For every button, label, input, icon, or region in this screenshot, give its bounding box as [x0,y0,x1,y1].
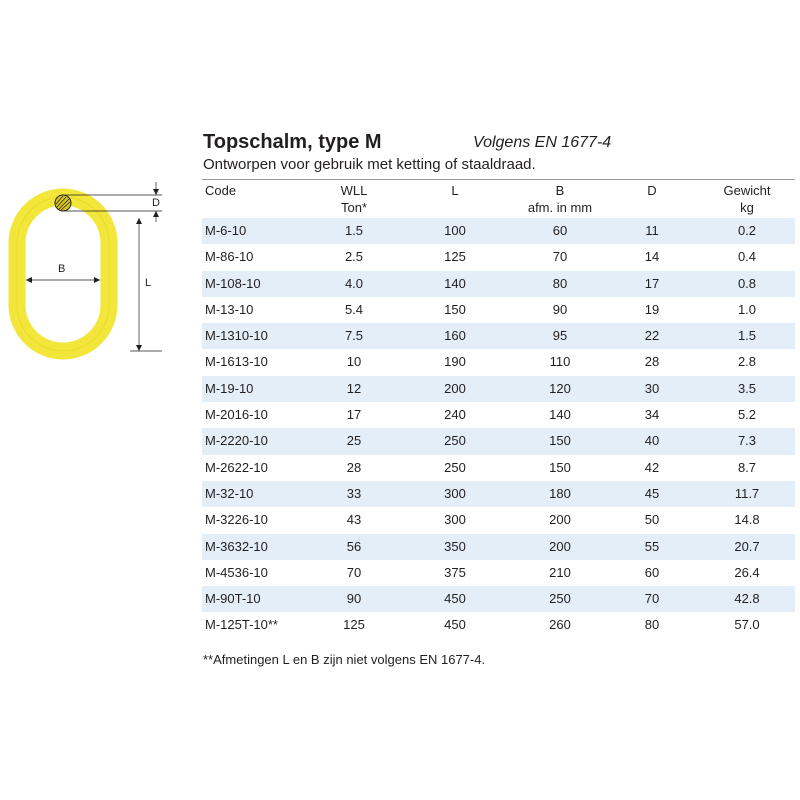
label-d: D [152,197,160,209]
cell-weight: 3.5 [737,380,757,396]
cell-b: 95 [552,328,568,344]
cell-wll: 70 [346,564,362,580]
cell-code: M-3226-10 [205,512,268,528]
cell-weight: 11.7 [734,485,760,501]
cell-b: 140 [549,407,571,423]
cell-weight: 7.3 [737,433,757,449]
cell-d: 17 [644,275,660,291]
cell-l: 100 [444,223,466,238]
cell-weight: 57.0 [734,617,760,633]
cell-wll: 28 [346,459,362,475]
cell-code: M-86-10 [205,249,254,265]
cell-l: 300 [444,485,466,501]
cell-l: 150 [444,301,466,317]
cell-d: 70 [644,591,660,607]
cell-wll: 43 [346,512,362,528]
cell-wll: 90 [346,591,362,607]
cell-b: 260 [549,617,571,633]
cell-b: 90 [552,301,568,317]
table-row [202,534,795,560]
cell-d: 42 [644,459,660,475]
cell-l: 190 [444,354,466,370]
cell-code: M-2016-10 [205,407,268,423]
cell-b: 200 [549,512,571,528]
title-row [203,128,763,156]
header-l: L [451,183,459,198]
cell-weight: 0.8 [737,275,757,291]
cell-wll: 2.5 [344,249,364,265]
cell-code: M-90T-10 [205,591,261,607]
cell-d: 55 [644,538,660,554]
cell-wll: 1.5 [344,223,364,238]
cell-l: 160 [444,328,466,344]
cell-code: M-1310-10 [205,328,268,344]
cell-d: 28 [644,354,660,370]
spec-table [202,179,795,639]
cell-l: 450 [444,617,466,633]
table-row [202,481,795,507]
table-row [202,244,795,270]
table-row [202,612,795,638]
cell-d: 19 [644,301,660,317]
cell-wll: 33 [346,485,362,501]
cell-l: 125 [444,249,466,265]
cell-l: 240 [444,407,466,423]
cell-code: M-32-10 [205,485,254,501]
cell-l: 250 [444,459,466,475]
table-row [202,349,795,375]
cell-weight: 14.8 [734,512,760,528]
header-code: Code [205,183,237,198]
table-row [202,402,795,428]
table-row [202,218,795,244]
cell-weight: 2.8 [737,354,757,370]
cell-b: 80 [552,275,568,291]
cell-wll: 7.5 [344,328,364,344]
subtitle: Ontworpen voor gebruik met ketting of staaldraad. [203,156,536,173]
cell-code: M-2622-10 [205,459,268,475]
cell-weight: 26.4 [734,564,760,580]
cell-code: M-108-10 [205,275,261,291]
cell-d: 60 [644,564,660,580]
cell-d: 80 [644,617,660,633]
cell-d: 30 [644,380,660,396]
label-b: B [58,263,66,275]
cell-code: M-2220-10 [205,433,268,449]
cell-weight: 20.7 [734,538,760,554]
cell-l: 350 [444,538,466,554]
cell-d: 11 [645,223,659,238]
table-row [202,507,795,533]
cell-l: 450 [444,591,466,607]
cell-l: 375 [444,564,466,580]
standard-note: Volgens EN 1677-4 [473,134,612,151]
table-row [202,297,795,323]
cell-weight: 1.5 [737,328,757,344]
cell-d: 50 [644,512,660,528]
cell-weight: 0.4 [737,249,757,265]
cell-wll: 125 [343,617,365,633]
cell-d: 40 [644,433,660,449]
header-b: B afm. in mm [527,183,593,215]
header-weight: Gewicht kg [723,183,771,215]
cell-b: 180 [549,485,571,501]
cell-weight: 1.0 [737,301,757,317]
cell-b: 120 [549,380,571,396]
cell-d: 34 [644,407,660,423]
cell-code: M-6-10 [205,223,247,238]
footnote: **Afmetingen L en B zijn niet volgens EN 1677-4. [203,652,486,667]
cell-wll: 12 [346,380,362,396]
header-wll: WLL Ton* [340,183,368,215]
cell-weight: 5.2 [737,407,757,423]
cell-code: M-4536-10 [205,564,268,580]
cell-d: 22 [644,328,660,344]
cell-wll: 56 [346,538,362,554]
table-row [202,586,795,612]
cell-b: 110 [549,354,571,370]
cell-code: M-3632-10 [205,538,268,554]
cell-code: M-1613-10 [205,354,268,370]
cell-code: M-19-10 [205,380,254,396]
table-row [202,428,795,454]
cell-b: 60 [552,223,568,238]
cross-section-icon [55,195,71,211]
header-d: D [647,183,657,198]
cell-l: 200 [444,380,466,396]
cell-weight: 42.8 [734,591,760,607]
label-l: L [145,277,152,289]
table-header [202,179,795,218]
cell-b: 200 [549,538,571,554]
cell-d: 45 [644,485,660,501]
table-row [202,271,795,297]
cell-d: 14 [644,249,660,265]
cell-wll: 4.0 [344,275,364,291]
cell-l: 250 [444,433,466,449]
cell-b: 150 [549,459,571,475]
cell-code: M-13-10 [205,301,254,317]
master-link-drawing [0,180,180,370]
table-row [202,455,795,481]
cell-wll: 17 [346,407,362,423]
cell-weight: 8.7 [737,459,757,475]
page-title: Topschalm, type M [203,131,382,153]
cell-b: 250 [549,591,571,607]
cell-b: 210 [549,564,571,580]
master-link-diagram [0,180,180,370]
cell-weight: 0.2 [737,223,757,238]
table-row [202,560,795,586]
cell-code: M-125T-10** [205,617,278,633]
table-row [202,376,795,402]
cell-b: 150 [549,433,571,449]
cell-wll: 25 [346,433,362,449]
table-body [202,218,795,639]
cell-b: 70 [552,249,568,265]
cell-l: 140 [444,275,466,291]
cell-wll: 10 [346,354,362,370]
table-row [202,323,795,349]
cell-l: 300 [444,512,466,528]
cell-wll: 5.4 [344,301,364,317]
